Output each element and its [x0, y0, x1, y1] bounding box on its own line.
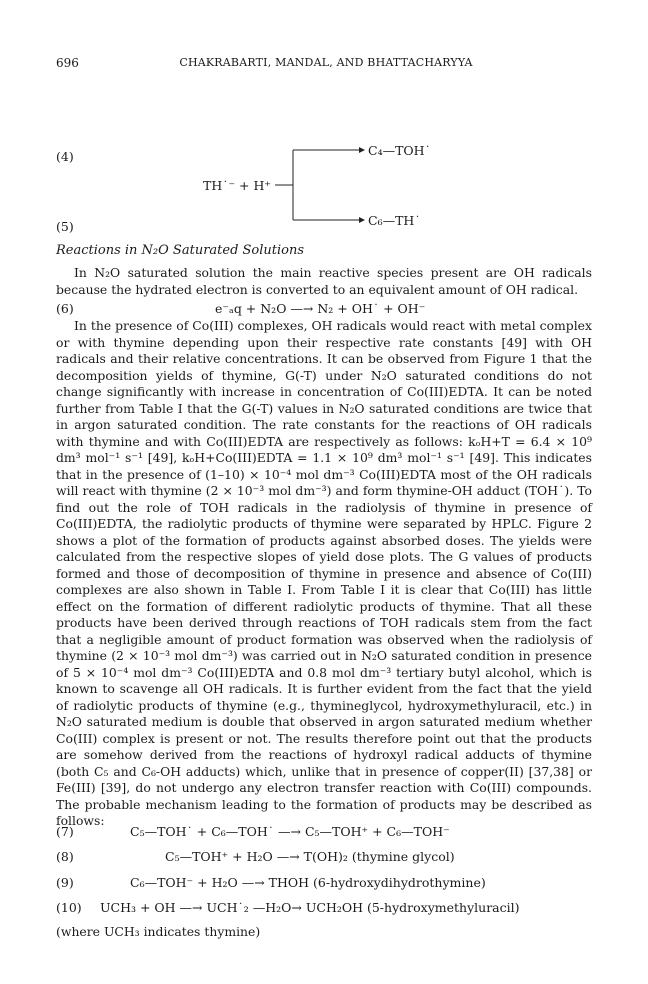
- equation-8: C₅—TOH⁺ + H₂O —→ T(OH)₂ (thymine glycol): [165, 849, 455, 864]
- section-title: Reactions in N₂O Saturated Solutions: [56, 243, 305, 258]
- equation-6: e⁻ₐq + N₂O —→ N₂ + OH˙ + OH⁻: [215, 301, 426, 316]
- equation-7: C₅—TOH˙ + C₆—TOH˙ —→ C₅—TOH⁺ + C₆—TOH⁻: [130, 824, 450, 839]
- equation-10: UCH₃ + OH —→ UCH˙₂ —H₂O→ UCH₂OH (5-hydroxymethyluracil): [100, 900, 520, 915]
- footnote-text: (where UCH₃ indicates thymine): [56, 924, 261, 939]
- scheme-product-top: C₄—TOH˙: [368, 143, 431, 158]
- equation-9: C₆—TOH⁻ + H₂O —→ THOH (6-hydroxydihydrothymine): [130, 875, 486, 890]
- equation-label-8: (8): [56, 849, 74, 864]
- paragraph-2-text: In the presence of Co(III) complexes, OH radicals would react with metal complex or with thymine depending upon their respective rate constants [49] with OH radicals and their relative concentrations. It can be observed from Figure 1 that the decomposition yields of thymine, G(-T) under N₂O saturated conditions do not change significantly with increase in concentration of Co(III)EDTA. It can be noted further from Table I that the G(-T) values in N₂O saturated conditions are twice that in argon saturated condition. The rate constants for the reactions of OH radicals with thymine and with Co(III)EDTA are respectively as follows: kₒH+T = 6.4 × 10⁹ dm³ mol⁻¹ s⁻¹ [49], kₒH+Co(III)EDTA = 1.1 × 10⁹ dm³ mol⁻¹ s⁻¹ [49]. This indicates that in the presence of (1–10) × 10⁻⁴ mol dm⁻³ Co(III)EDTA most of the OH radicals will react with thymine (2 × 10⁻³ mol dm⁻³) and form thymine-OH adduct (TOH˙). To find out the role of TOH radicals in the radiolysis of thymine in presence of Co(III)EDTA, the radiolytic products of thymine were separated by HPLC. Figure 2 shows a plot of the formation of products against absorbed doses. The yields were calculated from the respective slopes of yield dose plots. The G values of products formed and those of decomposition of thymine in presence and absence of Co(III) complexes are also shown in Table I. From Table I it is clear that Co(III) has little effect on the formation of different radiolytic products of thymine. That all these products have been derived through reactions of TOH radicals stem from the fact that a negligible amount of product formation was observed when the radiolysis of thymine (2 × 10⁻³ mol dm⁻³) was carried out in N₂O saturated condition in presence of 5 × 10⁻⁴ mol dm⁻³ Co(III)EDTA and 0.8 mol dm⁻³ tertiary butyl alcohol, which is known to scavenge all OH radicals. It is further evident from the fact that the yield of radiolytic products of thymine (e.g., thymineglycol, hydroxymethyluracil, etc.) in N₂O saturated medium is double that observed in argon saturated medium whether Co(III) complex is present or not. The results therefore point out that the products are somehow derived from the reactions of hydroxyl radical adducts of thymine (both C₅ and C₆-OH adducts) which, unlike that in presence of copper(II) [37,38] or Fe(III) [39], do not undergo any electron transfer reaction with Co(III) compounds. The probable mechanism leading to the formation of products may be described as follows:: [56, 318, 592, 828]
- scheme-reactant: TH˙⁻ + H⁺: [203, 178, 272, 193]
- page-number: 696: [56, 56, 79, 70]
- branch-arrow-diagram: [275, 138, 375, 230]
- equation-label-10: (10): [56, 900, 82, 915]
- paragraph-1: [56, 265, 592, 298]
- equation-label-9: (9): [56, 875, 74, 890]
- paragraph-1-text: In N₂O saturated solution the main reactive species present are OH radicals because the hydrated electron is converted to an equivalent amount of OH radical.: [56, 265, 592, 297]
- footnote: [56, 924, 592, 941]
- equation-label-5: (5): [56, 219, 74, 234]
- equation-label-6: (6): [56, 301, 74, 316]
- scheme-product-bottom: C₆—TH˙: [368, 213, 421, 228]
- equation-label-7: (7): [56, 824, 74, 839]
- paragraph-2: [56, 318, 592, 830]
- running-title: CHAKRABARTI, MANDAL, AND BHATTACHARYYA: [179, 56, 473, 69]
- equation-label-4: (4): [56, 149, 74, 164]
